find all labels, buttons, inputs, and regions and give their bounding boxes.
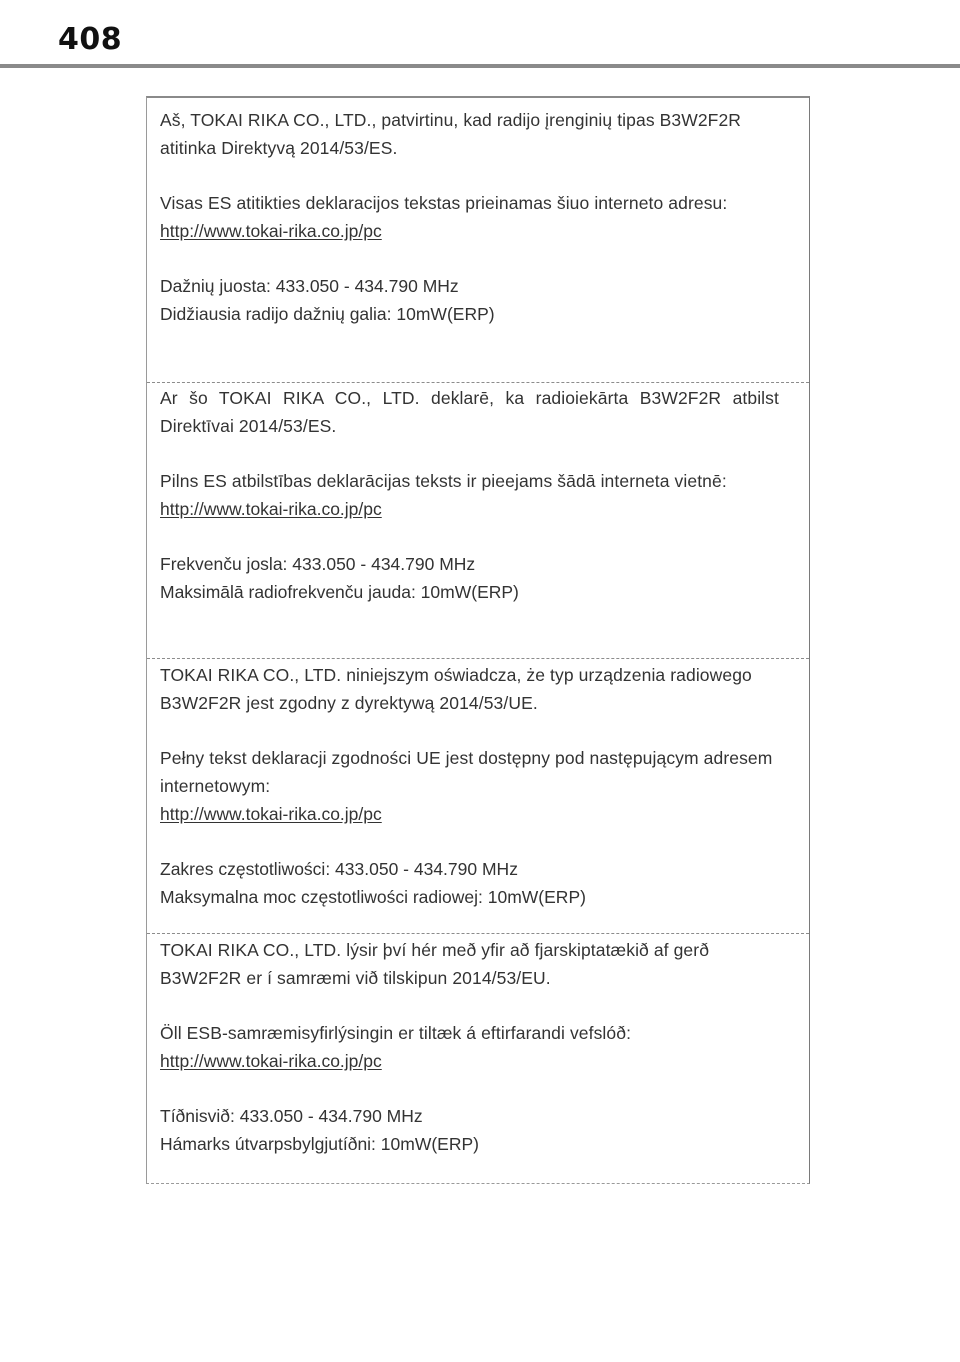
declaration-availability: Pilns ES atbilstības deklarācijas teksts ir pieejams šādā interneta vietnē:	[160, 471, 727, 491]
declaration-statement: TOKAI RIKA CO., LTD. niniejszym oświadcza, że typ urządzenia radiowego B3W2F2R jest zgodny z dyrektywą 2014/53/UE.	[160, 665, 752, 713]
declaration-statement: Ar šo TOKAI RIKA CO., LTD. deklarē, ka radioiekārta B3W2F2R atbilst Direktīvai 2014/53/ES.	[160, 388, 779, 436]
frequency-band: Dažnių juosta: 433.050 - 434.790 MHz	[160, 276, 459, 296]
declaration-link[interactable]: http://www.tokai-rika.co.jp/pc	[160, 804, 382, 824]
declaration-availability: Visas ES atitikties deklaracijos tekstas prieinamas šiuo interneto adresu:	[160, 193, 728, 213]
section-divider	[147, 933, 809, 934]
header-rule	[0, 64, 960, 68]
declaration-section-lithuanian	[147, 106, 809, 328]
page-header	[0, 0, 960, 68]
declaration-availability: Öll ESB-samræmisyfirlýsingin er tiltæk á eftirfarandi vefslóð:	[160, 1023, 632, 1043]
max-power: Didžiausia radijo dažnių galia: 10mW(ERP)	[160, 304, 495, 324]
declaration-statement: TOKAI RIKA CO., LTD. lýsir því hér með yfir að fjarskiptatækið af gerð B3W2F2R er í samræmi við tilskipun 2014/53/EU.	[160, 940, 710, 988]
frequency-band: Frekvenču josla: 433.050 - 434.790 MHz	[160, 554, 476, 574]
declaration-section-latvian	[147, 384, 809, 606]
declaration-section-polish	[147, 661, 809, 911]
declaration-statement: Aš, TOKAI RIKA CO., LTD., patvirtinu, kad radijo įrenginių tipas B3W2F2R atitinka Direktyvą 2014/53/ES.	[160, 110, 742, 158]
declaration-link[interactable]: http://www.tokai-rika.co.jp/pc	[160, 499, 382, 519]
declaration-section-icelandic	[147, 936, 809, 1158]
declaration-link[interactable]: http://www.tokai-rika.co.jp/pc	[160, 1051, 382, 1071]
frequency-band: Tíðnisvið: 433.050 - 434.790 MHz	[160, 1106, 423, 1126]
section-divider	[147, 382, 809, 383]
max-power: Hámarks útvarpsbylgjutíðni: 10mW(ERP)	[160, 1134, 479, 1154]
frequency-band: Zakres częstotliwości: 433.050 - 434.790 MHz	[160, 859, 518, 879]
max-power: Maksimālā radiofrekvenču jauda: 10mW(ERP)	[160, 582, 519, 602]
section-divider	[147, 658, 809, 659]
declaration-link[interactable]: http://www.tokai-rika.co.jp/pc	[160, 221, 382, 241]
declaration-box	[146, 96, 810, 1184]
max-power: Maksymalna moc częstotliwości radiowej: 10mW(ERP)	[160, 887, 586, 907]
declaration-availability: Pełny tekst deklaracji zgodności UE jest dostępny pod następującym adresem internetowym:	[160, 748, 773, 796]
page-number: 408	[58, 22, 123, 57]
